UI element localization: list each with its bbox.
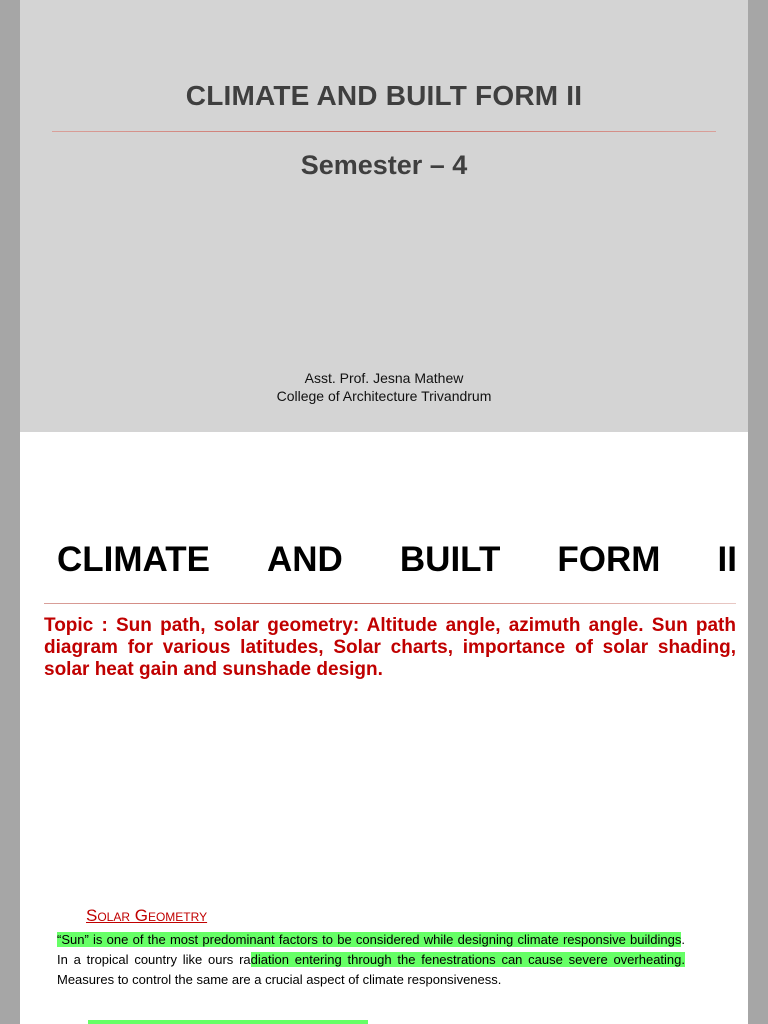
- left-gutter: [0, 0, 20, 1024]
- slide-3-solar-geometry: [20, 866, 748, 1024]
- course-title: CLIMATE AND BUILT FORM II: [185, 80, 583, 111]
- right-gutter: [748, 0, 768, 1024]
- cropped-highlight-line: [88, 1020, 368, 1024]
- author-institution: College of Architecture Trivandrum: [276, 388, 492, 404]
- title-word: CLIMATE: [57, 540, 210, 579]
- title-word: FORM: [557, 540, 661, 579]
- slide-1-title: [20, 0, 748, 432]
- text-segment: . In a tropical country like ours ra: [57, 932, 685, 967]
- semester-subtitle: Semester – 4: [300, 150, 468, 180]
- topic-text: Topic : Sun path, solar geometry: Altitude angle, azimuth angle. Sun path diagram for various latitudes, Solar charts, importance of solar shading, solar heat gain and sunshade design.: [44, 615, 736, 680]
- section-heading: Solar Geometry: [86, 906, 208, 925]
- title-word: BUILT: [399, 540, 501, 579]
- slide-2-topic: [20, 433, 748, 865]
- highlight-segment: “Sun” is one of the most predominant factors to be considered while designing climate responsive buildings: [57, 932, 682, 947]
- slide-2-divider: [44, 603, 736, 604]
- slide-2-title: [57, 540, 737, 580]
- text-segment: Measures to control the same are a crucial aspect of climate responsiveness.: [57, 972, 502, 987]
- body-paragraph: [57, 930, 685, 990]
- title-word: II: [717, 540, 737, 579]
- highlight-segment: diation entering through the fenestrations can cause severe overheating.: [250, 952, 686, 967]
- title-divider: [52, 131, 716, 132]
- title-word: AND: [267, 540, 343, 579]
- author-name: Asst. Prof. Jesna Mathew: [304, 370, 464, 386]
- author-block: [20, 369, 748, 405]
